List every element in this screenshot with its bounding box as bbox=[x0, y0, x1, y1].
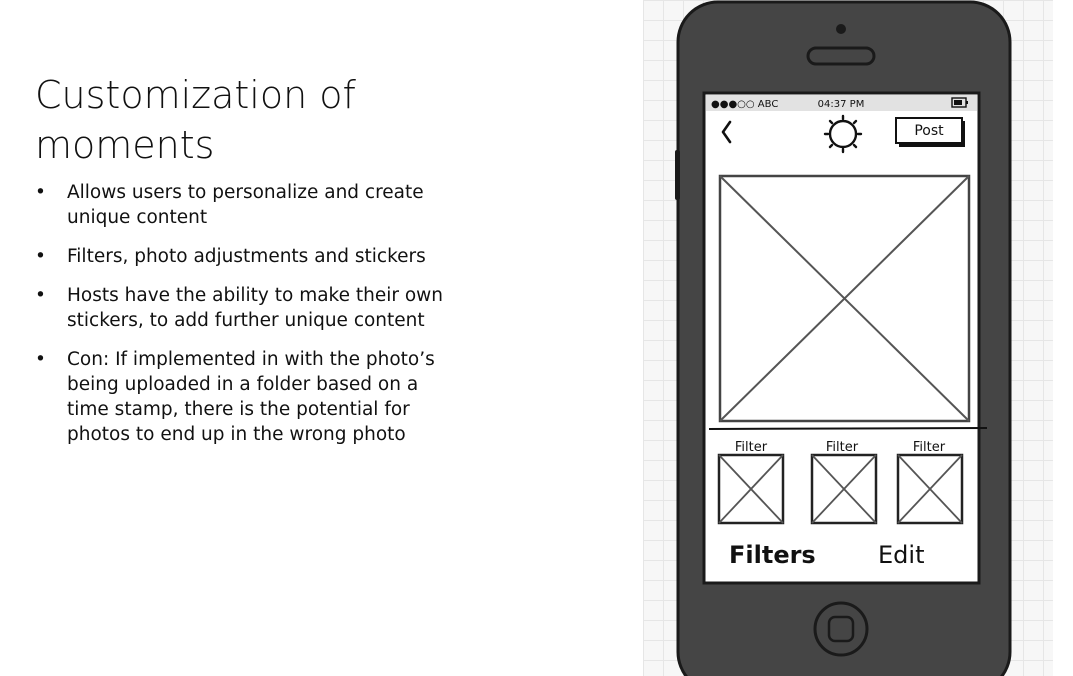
bullet-dot: • bbox=[35, 182, 46, 203]
status-time: 04:37 PM bbox=[817, 99, 865, 110]
slide-title: Customization of moments bbox=[35, 73, 356, 167]
tab-filters[interactable]: Filters bbox=[729, 541, 816, 569]
post-button-label: Post bbox=[914, 123, 944, 139]
bullet-item bbox=[35, 283, 465, 333]
bullet-text: Con: If implemented in with the photo’s being uploaded in a folder based on a time stamp, there is the potential for photos to end up in the wrong photo bbox=[67, 349, 435, 445]
status-carrier: ●●●○○ ABC bbox=[711, 99, 779, 110]
bullet-dot: • bbox=[35, 246, 46, 267]
camera-dot bbox=[836, 24, 846, 34]
bullet-dot: • bbox=[35, 285, 46, 306]
filter-label: Filter bbox=[825, 440, 859, 455]
filter-label: Filter bbox=[912, 440, 946, 455]
bullet-text: Hosts have the ability to make their own stickers, to add further unique content bbox=[67, 285, 444, 331]
bullet-text: Filters, photo adjustments and stickers bbox=[67, 246, 426, 267]
home-button[interactable] bbox=[815, 603, 867, 655]
bullet-item bbox=[35, 347, 465, 447]
bullet-dot: • bbox=[35, 349, 46, 370]
speaker-slot bbox=[808, 48, 874, 64]
bullet-list bbox=[35, 180, 465, 461]
bullet-text: Allows users to personalize and create unique content bbox=[67, 182, 424, 228]
image-placeholder bbox=[720, 176, 969, 421]
post-button[interactable] bbox=[896, 118, 965, 147]
filter-thumbnail[interactable] bbox=[719, 455, 783, 523]
wireframe-canvas bbox=[643, 0, 1053, 676]
phone-wireframe bbox=[643, 0, 1053, 676]
tab-edit[interactable]: Edit bbox=[878, 541, 925, 569]
filter-thumbnail[interactable] bbox=[898, 455, 962, 523]
bullet-item bbox=[35, 244, 465, 269]
bullet-item bbox=[35, 180, 465, 230]
filter-label: Filter bbox=[734, 440, 768, 455]
section-divider bbox=[709, 428, 987, 429]
filter-thumbnail[interactable] bbox=[812, 455, 876, 523]
side-button bbox=[675, 150, 680, 200]
